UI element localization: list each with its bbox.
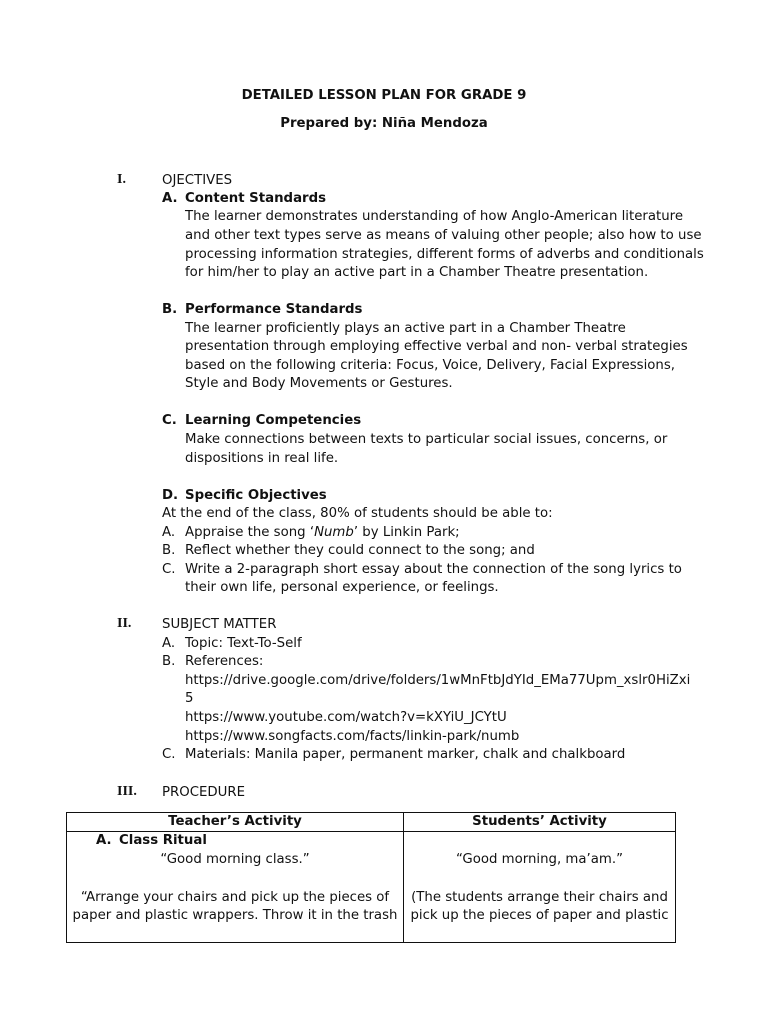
objective-item bbox=[185, 524, 460, 543]
section-heading-procedure: PROCEDURE bbox=[162, 785, 246, 800]
objective-item-label: C. bbox=[162, 562, 176, 577]
performance-standards-label: B. bbox=[162, 302, 178, 317]
student-line: (The students arrange their chairs and bbox=[411, 890, 668, 905]
section-numeral-objectives: I. bbox=[117, 172, 126, 187]
class-ritual-label: A. bbox=[96, 833, 112, 848]
student-line: “Good morning, ma’am.” bbox=[456, 852, 623, 867]
performance-standards-line: presentation through employing effective verbal and non- verbal strategies bbox=[185, 339, 688, 354]
objective-item: Reflect whether they could connect to the song; and bbox=[185, 543, 535, 558]
class-ritual-heading: Class Ritual bbox=[119, 833, 207, 848]
content-standards-heading: Content Standards bbox=[185, 191, 327, 206]
procedure-table bbox=[66, 812, 676, 943]
content-standards-line: for him/her to play an active part in a Chamber Theatre presentation. bbox=[185, 265, 649, 280]
section-heading-subject-matter: SUBJECT MATTER bbox=[162, 617, 277, 632]
specific-objectives-label: D. bbox=[162, 488, 179, 503]
reference-link[interactable]: https://www.youtube.com/watch?v=kXYiU_JCYtU bbox=[185, 710, 507, 725]
reference-link-wrap[interactable]: 5 bbox=[185, 691, 194, 706]
section-numeral-procedure: III. bbox=[117, 784, 137, 799]
teacher-activity-header: Teacher’s Activity bbox=[67, 813, 404, 832]
teacher-line: paper and plastic wrappers. Throw it in the trash bbox=[72, 908, 398, 923]
teacher-activity-cell bbox=[67, 832, 404, 943]
learning-competencies-heading: Learning Competencies bbox=[185, 413, 362, 428]
section-numeral-subject-matter: II. bbox=[117, 616, 132, 631]
reference-link[interactable]: https://drive.google.com/drive/folders/1wMnFtbJdYId_EMa77Upm_xslr0HiZxi bbox=[185, 673, 691, 688]
objective-item-post: ’ by Linkin Park; bbox=[353, 525, 460, 540]
specific-objectives-heading: Specific Objectives bbox=[185, 488, 327, 503]
reference-link[interactable]: https://www.songfacts.com/facts/linkin-park/numb bbox=[185, 729, 520, 744]
learning-competencies-line: Make connections between texts to particular social issues, concerns, or bbox=[185, 432, 668, 447]
references-heading: References: bbox=[185, 654, 264, 669]
objective-item-continuation: their own life, personal experience, or feelings. bbox=[185, 580, 499, 595]
references-label: B. bbox=[162, 654, 176, 669]
performance-standards-line: Style and Body Movements or Gestures. bbox=[185, 376, 453, 391]
content-standards-line: processing information strategies, different forms of adverbs and conditionals bbox=[185, 247, 704, 262]
students-activity-cell bbox=[404, 832, 676, 943]
performance-standards-line: based on the following criteria: Focus, Voice, Delivery, Facial Expressions, bbox=[185, 358, 675, 373]
document-title: DETAILED LESSON PLAN FOR GRADE 9 bbox=[241, 88, 527, 103]
prepared-by: Prepared by: Niña Mendoza bbox=[280, 116, 488, 131]
teacher-line: “Arrange your chairs and pick up the pieces of bbox=[80, 890, 390, 905]
students-activity-header: Students’ Activity bbox=[404, 813, 676, 832]
section-heading-objectives: OJECTIVES bbox=[162, 173, 233, 188]
learning-competencies-label: C. bbox=[162, 413, 177, 428]
content-standards-label: A. bbox=[162, 191, 178, 206]
objective-item: Write a 2-paragraph short essay about the connection of the song lyrics to bbox=[185, 562, 682, 577]
table-header-row bbox=[67, 813, 676, 832]
song-title: Numb bbox=[314, 525, 354, 540]
objective-item-label: A. bbox=[162, 525, 176, 540]
specific-objectives-intro: At the end of the class, 80% of students should be able to: bbox=[162, 506, 553, 521]
performance-standards-heading: Performance Standards bbox=[185, 302, 363, 317]
content-standards-line: The learner demonstrates understanding of how Anglo-American literature bbox=[185, 209, 683, 224]
topic-label: A. bbox=[162, 636, 176, 651]
performance-standards-line: The learner proficiently plays an active part in a Chamber Theatre bbox=[185, 321, 626, 336]
topic: Topic: Text-To-Self bbox=[185, 636, 302, 651]
materials-label: C. bbox=[162, 747, 176, 762]
content-standards-line: and other text types serve as means of valuing other people; also how to use bbox=[185, 228, 702, 243]
learning-competencies-line: dispositions in real life. bbox=[185, 451, 339, 466]
objective-item-pre: Appraise the song ‘ bbox=[185, 525, 315, 540]
table-row bbox=[67, 832, 676, 943]
teacher-line: “Good morning class.” bbox=[160, 852, 310, 867]
objective-item-label: B. bbox=[162, 543, 176, 558]
materials: Materials: Manila paper, permanent marker, chalk and chalkboard bbox=[185, 747, 626, 762]
student-line: pick up the pieces of paper and plastic bbox=[410, 908, 669, 923]
